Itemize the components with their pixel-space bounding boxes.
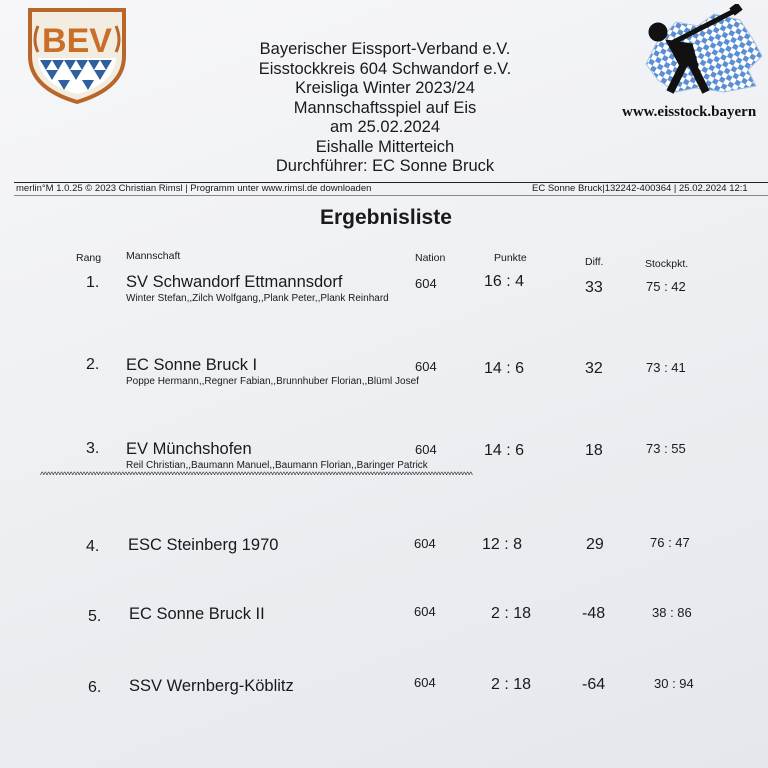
points: 16 : 4 <box>484 273 525 290</box>
header-line: Eishalle Mitterteich <box>315 137 455 156</box>
nation: 604 <box>415 359 437 374</box>
points: 14 : 6 <box>484 442 525 459</box>
col-header-nation: Nation <box>415 252 446 264</box>
col-header-stock: Stockpkt. <box>645 258 689 270</box>
stock-points: 38 : 86 <box>652 605 692 620</box>
nation: 604 <box>415 276 437 291</box>
team-players: Winter Stefan,,Zilch Wolfgang,,Plank Peter,,Plank Reinhard <box>126 293 389 304</box>
stock-points: 73 : 41 <box>646 360 686 375</box>
diff: 32 <box>585 360 603 377</box>
team-name: ESC Steinberg 1970 <box>128 536 279 554</box>
team-players: Poppe Hermann,,Regner Fabian,,Brunnhuber Florian,,Blüml Josef <box>126 376 419 387</box>
eisstock-url: www.eisstock.bayern <box>622 104 757 120</box>
table-row <box>0 605 768 649</box>
bev-logo-text: BEV <box>42 22 112 60</box>
diff: -64 <box>582 676 606 693</box>
team-players: Reil Christian,,Baumann Manuel,,Baumann Florian,,Baringer Patrick <box>126 460 428 471</box>
meta-right: EC Sonne Bruck|132242-400364 | 25.02.2024 12:1 <box>532 183 748 194</box>
stock-points: 30 : 94 <box>654 676 694 691</box>
program-meta-line <box>14 182 768 196</box>
stock-points: 76 : 47 <box>650 535 690 550</box>
col-header-team: Mannschaft <box>126 250 181 262</box>
bev-logo <box>22 4 132 104</box>
points: 12 : 8 <box>482 536 523 553</box>
team-name: SSV Wernberg-Köblitz <box>129 677 294 695</box>
stock-points: 75 : 42 <box>646 279 686 294</box>
page-title: Ergebnisliste <box>320 206 452 229</box>
diff: 33 <box>585 279 603 296</box>
stock-points: 73 : 55 <box>646 441 686 456</box>
rank: 1. <box>86 274 100 291</box>
header-line: Durchführer: EC Sonne Bruck <box>275 157 495 175</box>
table-row <box>0 536 768 580</box>
table-row <box>0 273 768 317</box>
rank: 5. <box>88 608 102 625</box>
rank: 3. <box>86 440 100 457</box>
nation: 604 <box>414 675 436 690</box>
team-name: SV Schwandorf Ettmannsdorf <box>126 273 343 291</box>
nation: 604 <box>415 442 437 457</box>
points: 14 : 6 <box>484 360 525 377</box>
col-header-points: Punkte <box>494 252 527 264</box>
table-row <box>0 356 768 400</box>
header-line: am 25.02.2024 <box>329 118 441 136</box>
rank: 4. <box>86 538 100 555</box>
rank: 2. <box>86 356 100 373</box>
col-header-rank: Rang <box>76 252 102 264</box>
eisstock-logo <box>636 4 768 96</box>
diff: 29 <box>586 536 604 553</box>
table-row <box>0 676 768 720</box>
header-line: Bayerischer Eissport-Verband e.V. <box>259 40 511 58</box>
team-name: EC Sonne Bruck I <box>126 356 258 374</box>
meta-left: merlin°M 1.0.25 © 2023 Christian Rimsl | Programm unter www.rimsl.de downloaden <box>16 183 372 194</box>
header-line: Kreisliga Winter 2023/24 <box>295 79 475 97</box>
diff: 18 <box>585 442 603 459</box>
col-header-diff: Diff. <box>585 256 604 268</box>
diff: -48 <box>582 605 606 622</box>
rank: 6. <box>88 679 102 696</box>
points: 2 : 18 <box>491 676 532 693</box>
promotion-cut-line: ^^^^^^^^^^^^^^^^^^^^^^^^^^^^^^^^^^^^^^^^^^^^^^^^^^^^^^^^^^^^^^^^^^^^^^^^^^^^^^^^^^^^^^^^^^^^^^^^^^^^^^^^^^^^^^^^^^^^^^^^^^^^^^^^^^^^^^ <box>40 470 472 478</box>
header-line: Mannschaftsspiel auf Eis <box>293 98 477 117</box>
nation: 604 <box>414 604 436 619</box>
nation: 604 <box>414 536 436 551</box>
team-name: EV Münchshofen <box>126 440 252 458</box>
event-header <box>230 40 540 177</box>
header-line: Eisstockkreis 604 Schwandorf e.V. <box>258 59 512 78</box>
points: 2 : 18 <box>491 605 532 622</box>
team-name: EC Sonne Bruck II <box>129 605 265 623</box>
